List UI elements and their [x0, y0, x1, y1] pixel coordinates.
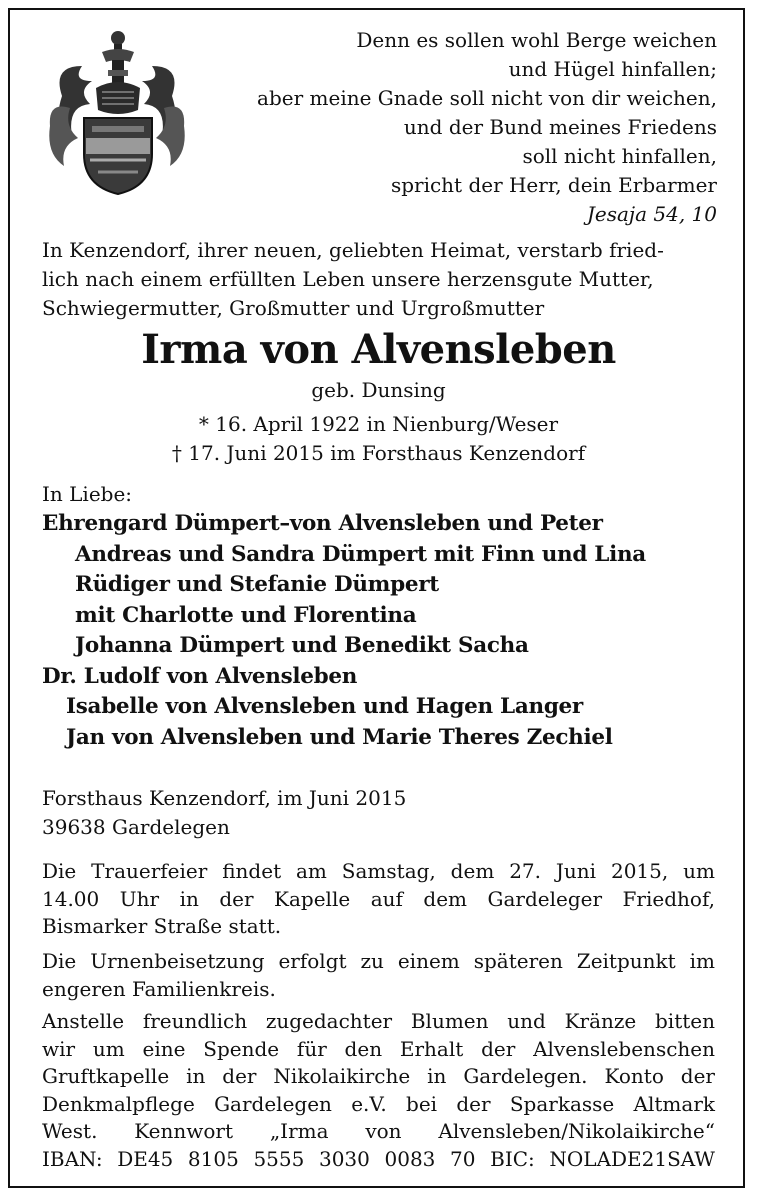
donation-line: West. Kennwort „Irma von Alvensleben/Nikolaikirche“	[42, 1119, 715, 1143]
bank-details: IBAN: DE45 8105 5555 3030 0083 70 BIC: NOLADE21SAW	[42, 1146, 715, 1171]
postal-line: 39638 Gardelegen	[42, 815, 230, 839]
mourner-line: Rüdiger und Stefanie Dümpert	[75, 572, 439, 597]
death-date: † 17. Juni 2015 im Forsthaus Kenzendorf	[171, 441, 586, 465]
verse-line: spricht der Herr, dein Erbarmer	[390, 173, 717, 197]
intro-text	[42, 236, 715, 323]
verse-reference: Jesaja 54, 10	[586, 202, 717, 226]
mourner-line: Dr. Ludolf von Alvensleben	[42, 663, 358, 689]
verse-line: aber meine Gnade soll nicht von dir weichen,	[257, 86, 717, 110]
verse-line: und Hügel hinfallen;	[508, 57, 717, 81]
verse-line: Denn es sollen wohl Berge weichen	[356, 28, 717, 52]
funeral-line: Die Trauerfeier findet am Samstag, dem 27. Juni 2015, um	[42, 859, 715, 883]
birth-name: geb. Dunsing	[311, 378, 446, 402]
urn-line: Die Urnenbeisetzung erfolgt zu einem späteren Zeitpunkt im	[42, 949, 715, 973]
mourner-line: mit Charlotte und Florentina	[75, 602, 417, 628]
place-and-date	[42, 784, 406, 842]
coat-of-arms-icon	[42, 26, 192, 196]
verse-line: soll nicht hinfallen,	[522, 144, 717, 168]
birth-date: * 16. April 1922 in Nienburg/Weser	[198, 412, 559, 436]
intro-line: lich nach einem erfüllten Leben unsere herzensgute Mutter,	[42, 267, 654, 291]
mourners-list	[42, 509, 732, 753]
funeral-info	[42, 858, 715, 941]
urn-info	[42, 948, 715, 1003]
donation-info	[42, 1008, 715, 1173]
funeral-line: Bismarker Straße statt.	[42, 914, 282, 938]
bible-verse	[197, 26, 717, 229]
verse-line: und der Bund meines Friedens	[403, 115, 717, 139]
mourner-line: Jan von Alvensleben und Marie Theres Zechiel	[66, 724, 613, 750]
donation-line: Gruftkapelle in der Nikolaikirche in Gardelegen. Konto der	[42, 1064, 715, 1088]
mourners-label: In Liebe:	[42, 482, 133, 506]
mourner-line: Isabelle von Alvensleben und Hagen Langer	[66, 694, 583, 719]
donation-line: Denkmalpflege Gardelegen e.V. bei der Sparkasse Altmark	[42, 1091, 715, 1116]
funeral-line: 14.00 Uhr in der Kapelle auf dem Gardeleger Friedhof,	[42, 886, 715, 911]
deceased-name: Irma von Alvensleben	[141, 326, 616, 373]
urn-line: engeren Familienkreis.	[42, 976, 276, 1001]
mourner-line: Andreas und Sandra Dümpert mit Finn und Lina	[75, 541, 646, 567]
donation-line: Anstelle freundlich zugedachter Blumen und Kränze bitten	[42, 1009, 715, 1033]
intro-line: In Kenzendorf, ihrer neuen, geliebten Heimat, verstarb fried-	[42, 238, 664, 262]
place-line: Forsthaus Kenzendorf, im Juni 2015	[42, 786, 407, 810]
mourner-line: Ehrengard Dümpert–von Alvensleben und Peter	[42, 511, 603, 536]
mourner-line: Johanna Dümpert und Benedikt Sacha	[75, 633, 529, 658]
intro-line: Schwiegermutter, Großmutter und Urgroßmutter	[42, 296, 545, 320]
donation-line: wir um eine Spende für den Erhalt der Alvenslebenschen	[42, 1036, 715, 1061]
